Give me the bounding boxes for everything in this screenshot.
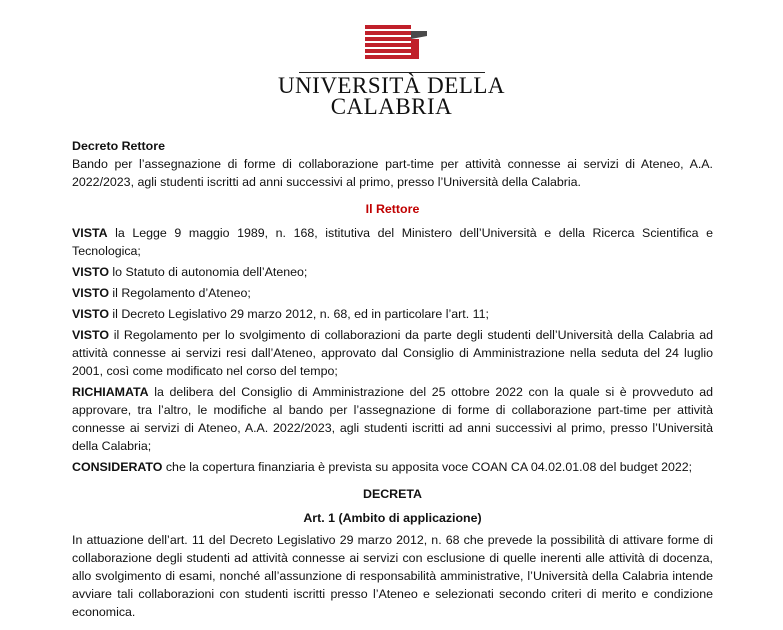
logo-text-line1: UNIVERSITÀ DELLA	[277, 73, 506, 98]
logo-text-line2: CALABRIA	[330, 94, 453, 119]
recital-keyword: CONSIDERATO	[72, 460, 163, 474]
recital-item	[72, 326, 713, 380]
recital-item	[72, 284, 713, 302]
recital-item	[72, 224, 713, 260]
decree-heading: DECRETA	[363, 487, 422, 501]
recital-item	[72, 305, 713, 323]
recital-text: il Decreto Legislativo 29 marzo 2012, n. 68, ed in particolare l’art. 11;	[108, 307, 489, 321]
recital-item	[72, 458, 713, 476]
recital-keyword: VISTO	[72, 286, 109, 300]
article-title: Art. 1 (Ambito di applicazione)	[303, 511, 482, 525]
recital-keyword: VISTO	[72, 307, 109, 321]
university-logo	[0, 0, 783, 122]
recital-item	[72, 263, 713, 281]
recital-text: la Legge 9 maggio 1989, n. 168, istitutiva del Ministero dell’Università e della Ricerca Scientifica e Tecnologica;	[72, 226, 713, 258]
university-emblem-icon	[365, 25, 427, 63]
issuer-heading: Il Rettore	[365, 202, 420, 216]
recital-keyword: VISTO	[72, 328, 109, 342]
recital-keyword: VISTA	[72, 226, 108, 240]
recital-text: la delibera del Consiglio di Amministrazione del 25 ottobre 2022 con la quale si è provveduto ad approvare, tra l’altro, le modifiche al bando per l’assegnazione di forme di collaborazione part-time per attività connesse ai servizi di Ateneo, A.A. 2022/2023, agli studenti iscritti ad anni successivi al primo, presso l’Università della Calabria;	[72, 385, 713, 453]
document-subject: Bando per l’assegnazione di forme di collaborazione part-time per attività connesse ai servizi di Ateneo, A.A. 2022/2023, agli studenti iscritti ad anni successivi al primo, presso l’Università della Calabria.	[72, 157, 713, 189]
recital-item	[72, 383, 713, 455]
recital-text: lo Statuto di autonomia dell’Ateneo;	[108, 265, 308, 279]
recital-text: che la copertura finanziaria è prevista su apposita voce COAN CA 04.02.01.08 del budget 2022;	[162, 460, 693, 474]
recital-keyword: VISTO	[72, 265, 109, 279]
document-title: Decreto Rettore	[72, 139, 165, 153]
recital-text: il Regolamento d’Ateneo;	[108, 286, 251, 300]
article-text: In attuazione dell’art. 11 del Decreto Legislativo 29 marzo 2012, n. 68 che prevede la possibilità di attivare forme di collaborazione degli studenti ad attività connesse ai servizi con esclusione di quelle inerenti alle attività di docenza, allo svolgimento di esami, nonché all’assunzione di responsabilità amministrative, l’Università della Calabria intende avviare tali collaborazioni con studenti iscritti presso l’Ateneo e selezionati secondo criteri di merito e condizione economica.	[72, 533, 713, 619]
recital-text: il Regolamento per lo svolgimento di collaborazioni da parte degli studenti dell’Università della Calabria ad attività connesse ai servizi resi dall’Ateneo, approvato dal Consiglio di Amministrazione nella seduta del 24 luglio 2001, così come modificato nel corso del tempo;	[72, 328, 713, 378]
recitals-list	[72, 224, 713, 476]
decree-document	[72, 137, 713, 621]
recital-keyword: RICHIAMATA	[72, 385, 149, 399]
